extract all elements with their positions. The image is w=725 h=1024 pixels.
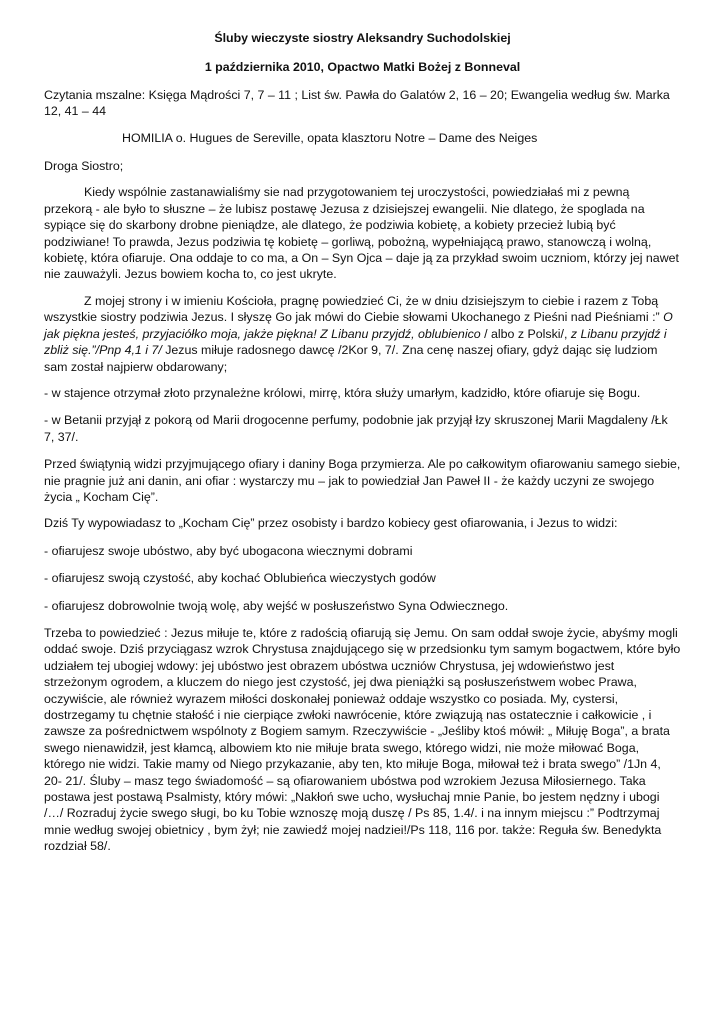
list-item: - ofiarujesz dobrowolnie twoją wolę, aby wejść w posłuszeństwo Syna Odwiecznego. bbox=[44, 598, 509, 613]
homily-author-line: HOMILIA o. Hugues de Sereville, opata klasztoru Notre – Dame des Neiges bbox=[122, 130, 538, 145]
paragraph-5: Trzeba to powiedzieć : Jezus miłuje te, które z radością ofiarują się Jemu. On sam oddał swoje życie, abyśmy mogli oddać swoje. Dziś przyciągasz wzrok Chrystusa znajdującego się w przedsionku tym samym bogactwem, które było udziałem tej ubogiej wdowy: jej ubóstwo jest obrazem ubóstwa uczniów Chrystusa, jej wdowieństwo jest strzeżonym ogrodem, a kluczem do niego jest czystość, jej dwa pieniążki są posłuszeństwem wobec Prawa, oczywiście, ale również wyrazem miłości doskonałej ponieważ oddaje wszystko co posiada. My, cystersi, dostrzegamy tu chętnie stałość i nie cierpiące zwłoki nawrócenie, które związują nas ostatecznie i całkowicie , i zawsze za pośrednictwem wspólnoty z Bogiem samym. Rzeczywiście - „Jeśliby ktoś mówił: „ Miłuję Boga”, a brata swego nienawidził, jest kłamcą, albowiem kto nie miłuje brata swego, którego widzi, nie może miłować Boga, którego nie widzi. Takie mamy od Niego przykazanie, aby ten, kto miłuje Boga, miłował też i brata swego” /1Jn 4, 20- 21/. Śluby – masz tego świadomość – są ofiarowaniem ubóstwa pod wzrokiem Jezusa Miłosiernego. Taka postawa jest postawą Psalmisty, który mówi: „Nakłoń swe ucho, wysłuchaj mnie Panie, bo jestem nędzny i ubogi /…/ Rozraduj życie swego sługi, bo ku Tobie wznoszę moją duszę / Ps 85, 1.4/. i na innym miejscu :” Podtrzymaj mnie według swojej obietnicy , bym żył; nie zawiedź mojej nadziei!/Ps 118, 116 por. także: Reguła św. Benedykta rozdział 58/. bbox=[44, 625, 681, 854]
list-item: - ofiarujesz swoją czystość, aby kochać Oblubieńca wieczystych godów bbox=[44, 571, 436, 586]
paragraph-2-text-e: Jezus miłuje radosnego dawcę /2Kor 9, 7/. Zna cenę naszej ofiary, gdyż dając się ludziom sam został najpierw obdarowany; bbox=[44, 343, 658, 374]
document-subtitle: 1 października 2010, Opactwo Matki Bożej z Bonneval bbox=[204, 60, 521, 75]
paragraph-2-quote-b: z Libanu przyjdź i zbliż się.”/Pnp 4,1 i 7/ bbox=[44, 326, 667, 358]
paragraph-1: Kiedy wspólnie zastanawialiśmy sie nad przygotowaniem tej uroczystości, powiedziałaś mi z pewną przekorą - ale było to słuszne – że lubisz postawę Jezusa z dzisiejszej ewangelii. Nie dlatego, że spoglada na sypiące się do skarbony drobne pieniądze, ale dlatego, że podziwia kobietę, a kobiety przecież lubią być podziwiane! To prawda, Jezus podziwia tę kobietę – gorliwą, pobożną, wypełniającą prawo, stanowczą i wolną, kobietę, która ofiaruje. Ona oddaje to co ma, a On – Syn Ojca – daje ją za przykład swoim uczniom, którzy jej nawet nie zauważyli. Jezus bowiem kocha to, co jest ukryte. bbox=[44, 185, 679, 282]
paragraph-2-text-a: Z mojej strony i w imieniu Kościoła, pragnę powiedzieć Ci, że w dniu dzisiejszym to ciebie i razem z Tobą wszystkie siostry podziwia Jezus. I słyszę Go jak mówi do Ciebie słowami Ukochanego z Pieśni nad Pieśniami :” bbox=[44, 293, 660, 325]
paragraph-2 bbox=[44, 293, 681, 375]
paragraph-2-quote-a: O jak piękna jesteś, przyjaciółko moja, jakże piękna! Z Libanu przyjdź, oblubienico bbox=[44, 310, 673, 341]
list-item: - ofiarujesz swoje ubóstwo, aby być ubogacona wiecznymi dobrami bbox=[44, 543, 413, 558]
paragraph-4: Dziś Ty wypowiadasz to „Kocham Cię” przez osobisty i bardzo kobiecy gest ofiarowania, i Jezus to widzi: bbox=[44, 516, 618, 531]
readings-paragraph: Czytania mszalne: Księga Mądrości 7, 7 – 11 ; List św. Pawła do Galatów 2, 16 – 20; Ewangelia według św. Marka 12, 41 – 44 bbox=[44, 87, 670, 119]
list-item: - w stajence otrzymał złoto przynależne królowi, mirrę, która służy umarłym, kadzidło, które ofiaruje się Bogu. bbox=[44, 385, 641, 400]
paragraph-2-text-c: / albo z Polski/, bbox=[484, 326, 571, 341]
paragraph-3: Przed świątynią widzi przyjmującego ofiary i daniny Boga przymierza. Ale po całkowitym ofiarowaniu samego siebie, nie pragnie już ani danin, ani ofiar : wystarczy mu – jak to powiedział Jan Paweł II - że każdy uczyni ze swojego życia „ Kocham Cię”. bbox=[44, 457, 681, 504]
list-item: - w Betanii przyjął z pokorą od Marii drogocenne perfumy, podobnie jak przyjął łzy skruszonej Marii Magdaleny /Łk 7, 37/. bbox=[44, 413, 668, 444]
greeting: Droga Siostro; bbox=[44, 159, 124, 174]
document-title: Śluby wieczyste siostry Aleksandry Suchodolskiej bbox=[214, 31, 511, 45]
